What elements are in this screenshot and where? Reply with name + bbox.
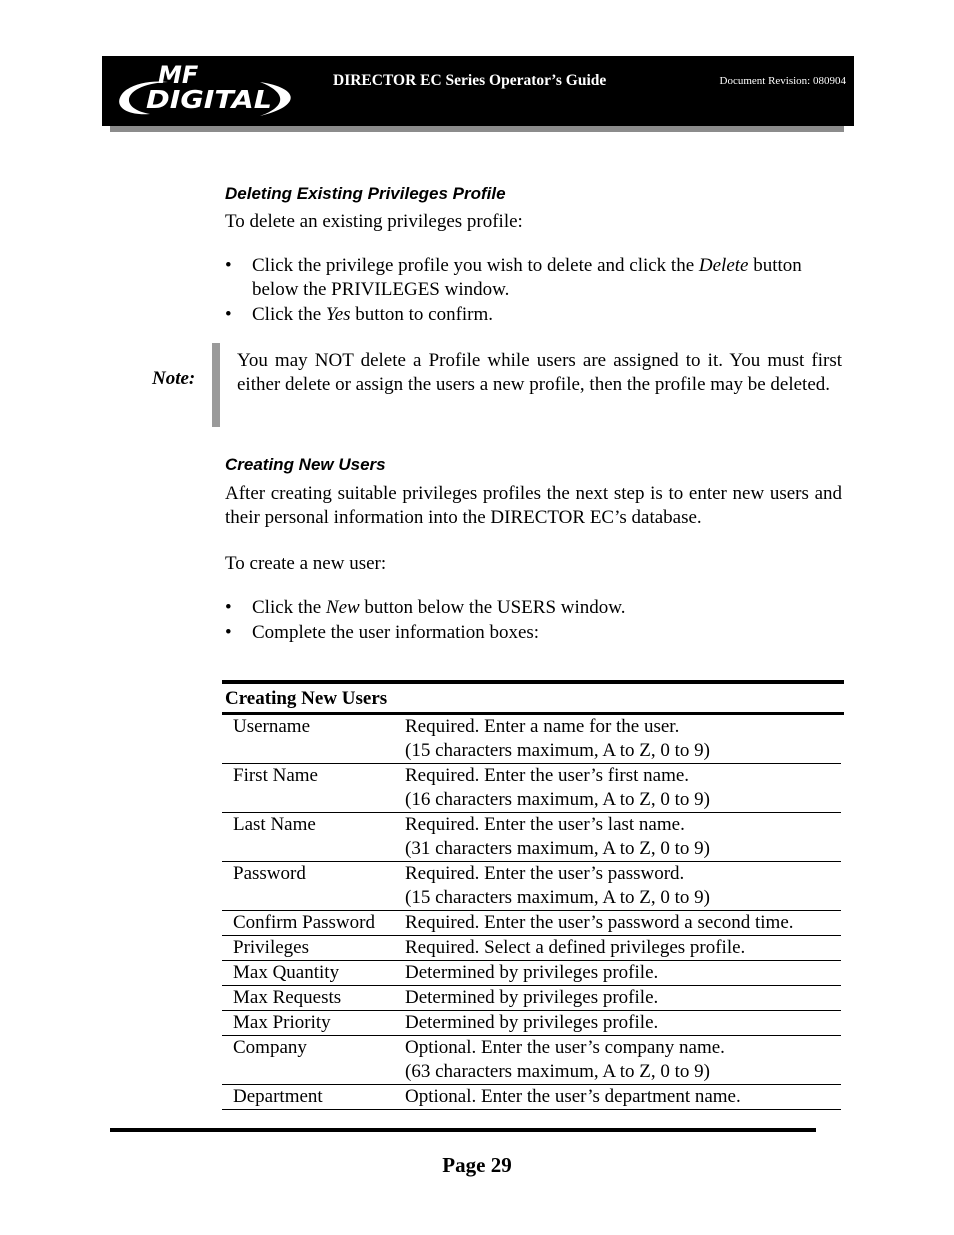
table-body (222, 715, 844, 1110)
description-text: Required. Enter the user’s first name. (405, 765, 690, 786)
document-revision: Document Revision: 080904 (719, 75, 846, 87)
description-text: Determined by privileges profile. (405, 962, 659, 983)
field-name: Last Name (233, 814, 316, 835)
table-row (222, 936, 841, 961)
field-description (405, 936, 841, 960)
table-title: Creating New Users (225, 688, 388, 709)
field-name: Max Requests (233, 987, 342, 1008)
character-limit: (15 characters maximum, A to Z, 0 to 9) (405, 887, 710, 908)
note-text: You may NOT delete a Profile while users are assigned to it. You must first either delete or assign the users a new profile, then the profile may be deleted. (237, 350, 842, 395)
page-number: Page 29 (442, 1153, 512, 1177)
footer-rule (110, 1128, 816, 1132)
field-name: Confirm Password (233, 912, 375, 933)
table-row (222, 715, 841, 764)
description-text: Optional. Enter the user’s department name. (405, 1086, 741, 1107)
table-row (222, 911, 841, 936)
field-name: Max Priority (233, 1012, 331, 1033)
list-item: • Click the New button below the USERS window. (225, 597, 626, 618)
description-text: Optional. Enter the user’s company name. (405, 1037, 725, 1058)
field-name: First Name (233, 765, 318, 786)
bullet-dot: • (225, 304, 232, 325)
field-name: Privileges (233, 937, 309, 958)
list-item: • Click the Yes button to confirm. (225, 304, 494, 325)
table-row (222, 986, 841, 1011)
header-banner (102, 56, 854, 126)
character-limit: (31 characters maximum, A to Z, 0 to 9) (405, 838, 710, 859)
create-lead: To create a new user: (225, 553, 387, 574)
description-text: Required. Enter the user’s password. (405, 863, 685, 884)
character-limit: (63 characters maximum, A to Z, 0 to 9) (405, 1061, 710, 1082)
field-description (405, 1036, 841, 1084)
bullet-dot: • (225, 622, 232, 643)
svg-text:DIGITAL: DIGITAL (146, 85, 272, 114)
table-row (222, 961, 841, 986)
create-intro: After creating suitable privileges profiles the next step is to enter new users and their personal information into the DIRECTOR EC’s database. (225, 483, 842, 528)
svg-text:MF: MF (158, 61, 199, 89)
delete-intro: To delete an existing privileges profile: (225, 211, 523, 232)
field-name: Company (233, 1037, 307, 1058)
delete-steps-list (225, 254, 842, 328)
list-item: • Click the privilege profile you wish to delete and click the Delete button below the PRIVILEGES window. (225, 255, 802, 300)
field-description (405, 1085, 841, 1109)
create-steps-list (225, 596, 842, 646)
field-description (405, 961, 841, 985)
table-row (222, 1085, 841, 1110)
field-name: Password (233, 863, 306, 884)
mf-digital-logo (110, 56, 306, 126)
description-text: Determined by privileges profile. (405, 1012, 659, 1033)
field-name: Username (233, 716, 311, 737)
description-text: Required. Enter a name for the user. (405, 716, 680, 737)
bullet-dot: • (225, 597, 232, 618)
description-text: Required. Enter the user’s last name. (405, 814, 685, 835)
bullet-dot: • (225, 255, 232, 276)
character-limit: (16 characters maximum, A to Z, 0 to 9) (405, 789, 710, 810)
note-label: Note: (152, 368, 196, 389)
table-row (222, 764, 841, 813)
guide-title: DIRECTOR EC Series Operator’s Guide (333, 72, 607, 89)
field-description (405, 813, 841, 861)
description-text: Required. Select a defined privileges profile. (405, 937, 746, 958)
description-text: Required. Enter the user’s password a second time. (405, 912, 794, 933)
list-item: • Complete the user information boxes: (225, 622, 540, 643)
field-description (405, 1011, 841, 1035)
field-description (405, 715, 841, 763)
heading-creating-users: Creating New Users (225, 455, 386, 474)
users-fields-table (222, 680, 844, 1110)
field-description (405, 862, 841, 910)
field-description (405, 764, 841, 812)
description-text: Determined by privileges profile. (405, 987, 659, 1008)
field-description (405, 911, 841, 935)
heading-deleting-profile: Deleting Existing Privileges Profile (225, 184, 506, 203)
note-bar (212, 343, 220, 427)
table-row (222, 1011, 841, 1036)
table-row (222, 1036, 841, 1085)
field-description (405, 986, 841, 1010)
character-limit: (15 characters maximum, A to Z, 0 to 9) (405, 740, 710, 761)
field-name: Department (233, 1086, 323, 1107)
table-row (222, 862, 841, 911)
field-name: Max Quantity (233, 962, 340, 983)
table-row (222, 813, 841, 862)
